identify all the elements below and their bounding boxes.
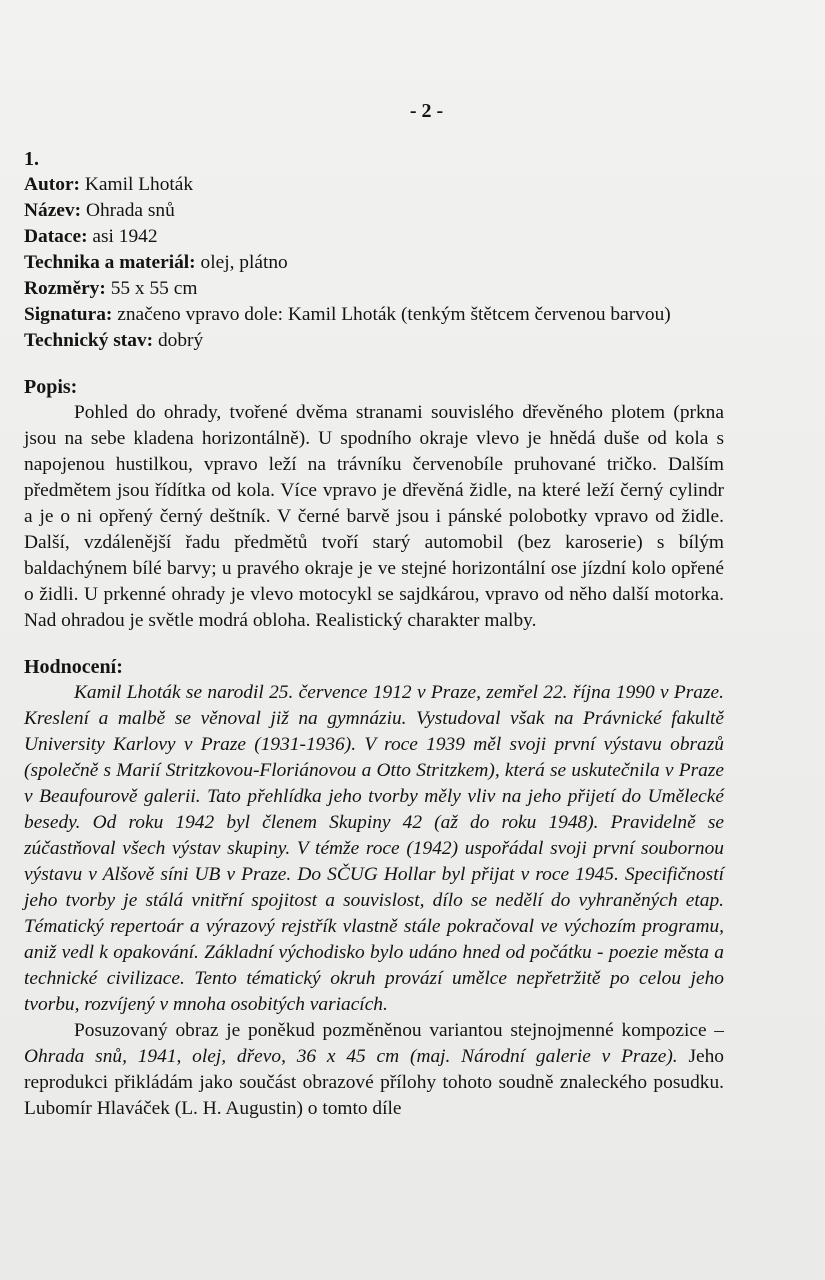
field-autor	[24, 172, 724, 198]
signatura-value: značeno vpravo dole: Kamil Lhoták (tenkým štětcem červenou barvou)	[117, 304, 671, 325]
technika-value: olej, plátno	[200, 252, 288, 273]
field-signatura	[24, 302, 724, 328]
signatura-label: Signatura:	[24, 304, 113, 325]
document-content	[24, 146, 724, 1122]
hodnoceni-paragraph-1: Kamil Lhoták se narodil 25. července 1912 v Praze, zemřel 22. října 1990 v Praze. Kreslení a malbě se věnoval již na gymnáziu. Vystudoval však na Právnické fakultě University Karlovy v Praze (1931-1936). V roce 1939 měl svoji první výstavu obrazů (společně s Marií Stritzkovou-Floriánovou a Otto Stritzkem), která se uskutečnila v Praze v Beaufourově galerii. Tato přehlídka jeho tvorby měly vliv na jeho přijetí do Umělecké besedy. Od roku 1942 byl členem Skupiny 42 (až do roku 1948). Pravidelně se zúčastňoval všech výstav skupiny. V témže roce (1942) uspořádal svoji první soubornou výstavu v Alšově síni UB v Praze. Do SČUG Hollar byl přijat v roce 1945. Specifičností jeho tvorby je stálá vnitřní spojitost a souvislost, dílo se nedělí do vyhraněných etap. Tématický repertoár a výrazový rejstřík vlastně stále pokračoval ve výchozím programu, aniž vedl k opakování. Základní východisko bylo udáno hned od počátku - poezie města a technické civilizace. Tento tématický okruh provází umělce nepřetržitě po celou jeho tvorbu, rozvíjený v mnoha osobitých variacích.	[24, 682, 724, 1015]
autor-label: Autor:	[24, 174, 81, 195]
p2-italic-reference: Ohrada snů, 1941, olej, dřevo, 36 x 45 cm (maj. Národní galerie v Praze).	[24, 1046, 678, 1067]
hodnoceni-paragraph-2	[24, 1018, 724, 1122]
popis-heading: Popis:	[24, 376, 78, 398]
nazev-label: Název:	[24, 200, 82, 221]
stav-value: dobrý	[157, 330, 204, 351]
rozmery-value: 55 x 55 cm	[110, 278, 198, 299]
popis-paragraph: Pohled do ohrady, tvořené dvěma stranami souvislého dřevěného plotem (prkna jsou na sebe kladena horizontálně). U spodního okraje vlevo je hnědá duše od kola s napojenou hustilkou, vpravo leží na trávníku červenobíle pruhované tričko. Dalším předmětem jsou řídítka od kola. Více vpravo je dřevěná židle, na které leží černý cylindr a je o ni opřený černý deštník. V černé barvě jsou i pánské polobotky vpravo od židle. Další, vzdálenější řadu předmětů tvoří starý automobil (bez karoserie) s bílým baldachýnem bílé barvy; u pravého okraje je ve stejné horizontální ose jízdní kolo opřené o židli. U prkenné ohrady je vlevo motocykl se sajdkárou, vpravo od něho další motorka. Nad ohradou je světle modrá obloha. Realistický charakter malby.	[24, 402, 724, 631]
p2-text-a: Posuzovaný obraz je poněkud pozměněnou variantou stejnojmenné kompozice –	[74, 1020, 724, 1041]
technika-label: Technika a materiál:	[24, 252, 196, 273]
rozmery-label: Rozměry:	[24, 278, 106, 299]
stav-label: Technický stav:	[24, 330, 154, 351]
field-technika	[24, 250, 724, 276]
item-number: 1.	[24, 148, 39, 170]
datace-value: asi 1942	[92, 226, 158, 247]
p2-text-b: Jeho reprodukci přikládám jako součást obrazové přílohy tohoto soudně znaleckého posudku. Lubomír Hlaváček (L. H. Augustin) o tomto díle	[24, 1046, 724, 1119]
autor-value: Kamil Lhoták	[84, 174, 194, 195]
hodnoceni-heading: Hodnocení:	[24, 656, 123, 678]
field-rozmery	[24, 276, 724, 302]
field-nazev	[24, 198, 724, 224]
page-number: - 2 -	[409, 100, 444, 122]
field-stav	[24, 328, 724, 354]
field-datace	[24, 224, 724, 250]
datace-label: Datace:	[24, 226, 88, 247]
nazev-value: Ohrada snů	[85, 200, 175, 221]
